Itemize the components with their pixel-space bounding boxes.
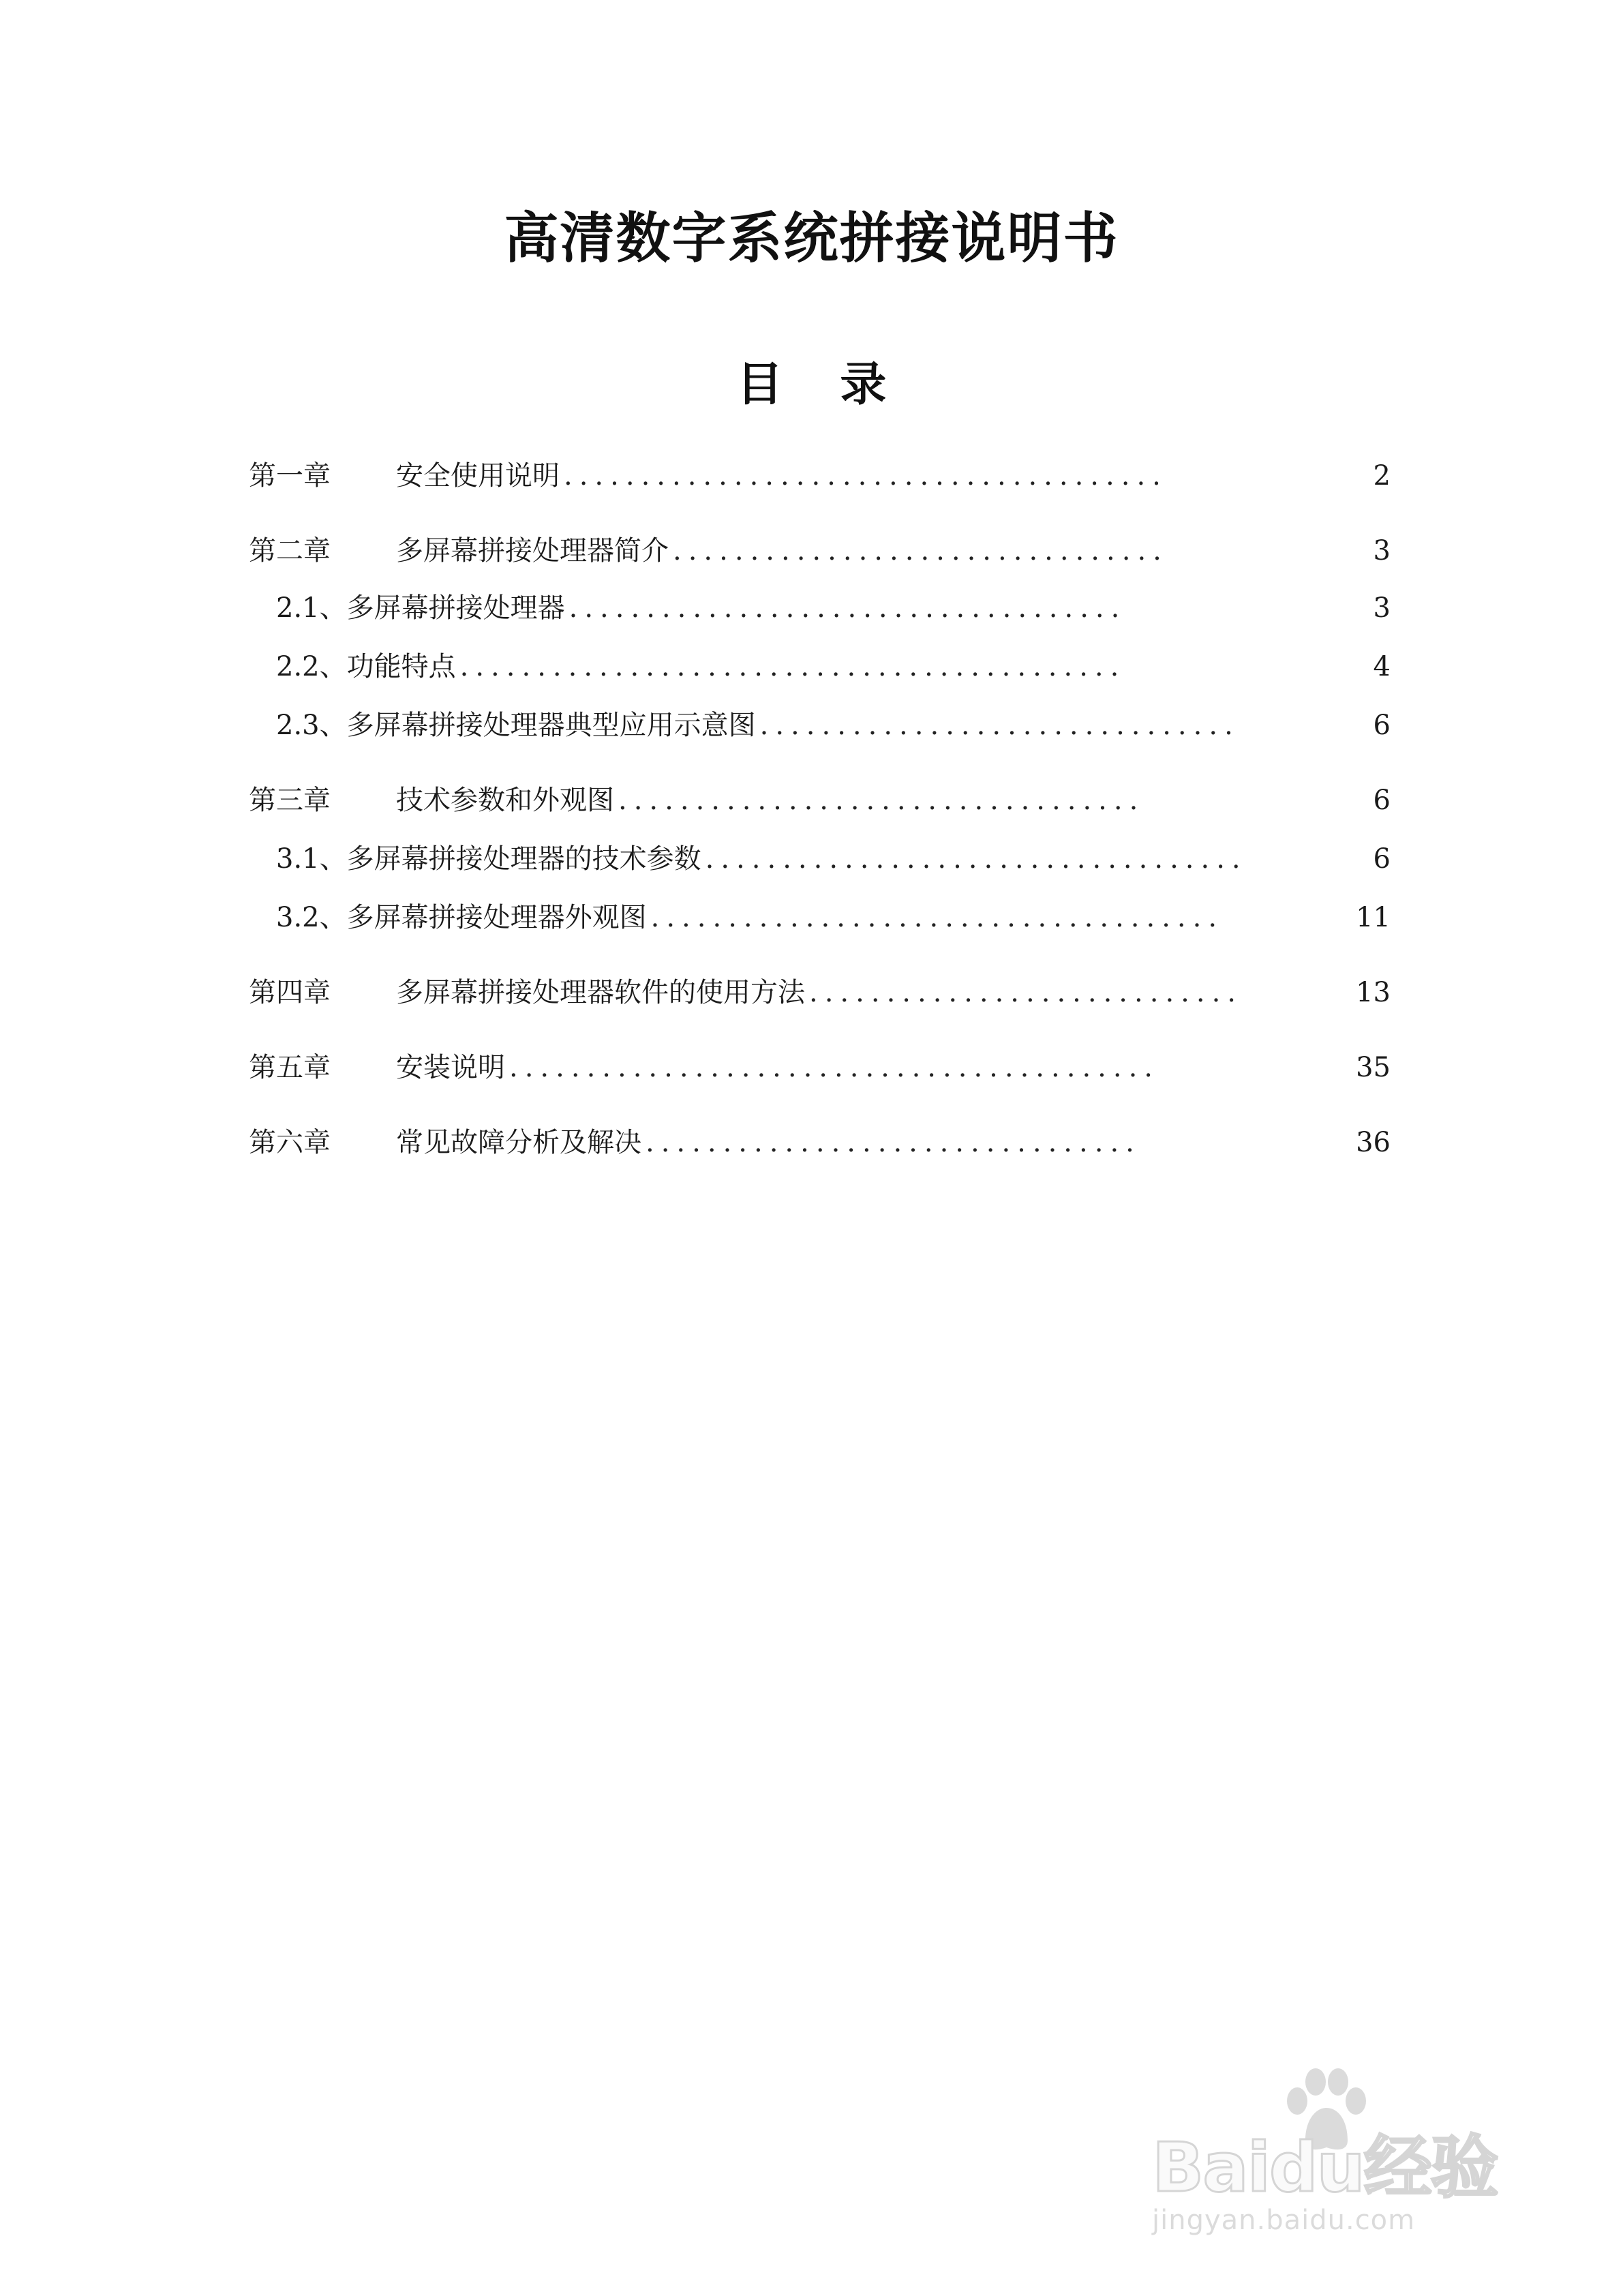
toc-chapter-label: 第四章 <box>249 977 331 1008</box>
toc-page-number: 6 <box>1373 843 1391 875</box>
toc-entry-section-3-2[interactable] <box>276 897 1391 938</box>
toc-entry-section-3-1[interactable] <box>276 839 1391 879</box>
toc-entry-section-2-3[interactable] <box>276 705 1391 746</box>
toc-entry-chapter-2[interactable] <box>249 530 1391 571</box>
toc-entry-chapter-6[interactable] <box>249 1122 1391 1163</box>
toc-page-number: 3 <box>1373 535 1391 567</box>
toc-chapter-label: 第一章 <box>249 460 331 492</box>
toc-chapter-label: 第二章 <box>249 535 331 567</box>
toc-entry-title: 2.1、多屏幕拼接处理器 <box>276 592 565 624</box>
toc-chapter-label: 第五章 <box>249 1052 331 1083</box>
toc-dot-leader: ................................ <box>646 1127 1141 1158</box>
baidu-watermark <box>1152 2066 1534 2236</box>
toc-entry-chapter-3[interactable] <box>249 780 1391 821</box>
toc-dot-leader: .................................. <box>618 785 1145 816</box>
toc-entry-section-2-1[interactable] <box>276 588 1391 629</box>
toc-entry-title: 安装说明 <box>396 1052 505 1083</box>
toc-entry-title: 多屏幕拼接处理器软件的使用方法 <box>396 977 805 1008</box>
toc-page-number: 3 <box>1373 592 1391 624</box>
toc-heading: 目 录 <box>736 358 907 412</box>
watermark-brand: Baidu经验 <box>1152 2128 1498 2207</box>
document-title: 高清数字系统拼接说明书 <box>504 207 1119 270</box>
toc-entry-title: 3.1、多屏幕拼接处理器的技术参数 <box>276 843 701 875</box>
toc-entry-title: 3.2、多屏幕拼接处理器外观图 <box>276 902 647 933</box>
toc-page-number: 6 <box>1373 785 1391 816</box>
toc-page-number: 11 <box>1356 902 1391 933</box>
toc-page-number: 36 <box>1356 1127 1391 1158</box>
toc-dot-leader: ..................................... <box>650 902 1224 933</box>
toc-dot-leader: ........................................... <box>459 651 1126 682</box>
toc-dot-leader: ............................ <box>809 977 1243 1008</box>
toc-dot-leader: ................................... <box>705 843 1247 875</box>
toc-dot-leader: ................................ <box>673 535 1168 567</box>
toc-dot-leader: .......................................... <box>509 1052 1160 1083</box>
toc-chapter-label: 第三章 <box>249 785 331 816</box>
toc-entry-section-2-2[interactable] <box>276 646 1391 687</box>
toc-dot-leader: .................................... <box>568 592 1127 624</box>
toc-page-number: 2 <box>1373 460 1391 492</box>
toc-page-number: 6 <box>1373 710 1391 741</box>
toc-entry-title: 常见故障分析及解决 <box>396 1127 641 1158</box>
toc-entry-title: 2.3、多屏幕拼接处理器典型应用示意图 <box>276 710 756 741</box>
toc-dot-leader: ............................... <box>759 710 1240 741</box>
toc-entry-chapter-4[interactable] <box>249 972 1391 1013</box>
toc-entry-title: 技术参数和外观图 <box>396 785 614 816</box>
toc-entry-chapter-5[interactable] <box>249 1047 1391 1088</box>
toc-entry-chapter-1[interactable] <box>249 455 1391 496</box>
toc-page-number: 35 <box>1356 1052 1391 1083</box>
toc-page-number: 13 <box>1356 977 1391 1008</box>
toc-entry-title: 2.2、功能特点 <box>276 651 456 682</box>
toc-entry-title: 多屏幕拼接处理器简介 <box>396 535 669 567</box>
toc-dot-leader: ....................................... <box>564 460 1168 492</box>
toc-chapter-label: 第六章 <box>249 1127 331 1158</box>
toc-entry-title: 安全使用说明 <box>396 460 560 492</box>
toc-page-number: 4 <box>1373 651 1391 682</box>
watermark-url: jingyan.baidu.com <box>1152 2205 1416 2236</box>
